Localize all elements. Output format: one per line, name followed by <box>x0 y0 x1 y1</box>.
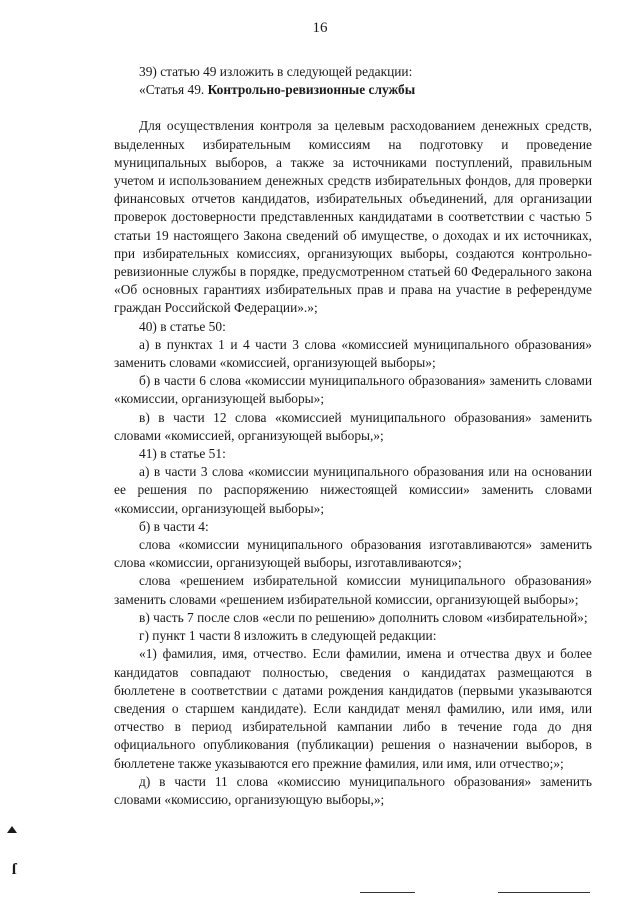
amendment-41-item-g-text: «1) фамилия, имя, отчество. Если фамилии, имена и отчества двух и более кандидатов совпадают полностью, сведения о кандидатах размещаются в бюллетене в соответствии с датами рождения кандидатов (первыми указываются сведения о старшем кандидате). Если кандидат менял фамилию, или имя, или отчество в период избирательной кампании либо в течение года до дня официального опубликования (публикации) решения о назначении выборов, в бюллетене также указываются его прежние фамилия, или имя, или отчество;»; <box>114 646 592 771</box>
article-49-title <box>114 81 592 99</box>
margin-triangle-mark <box>7 826 17 833</box>
amendment-41-item-b-sub2: слова «решением избирательной комиссии муниципального образования» заменить словами «решением избирательной комиссии, организующей выборы»; <box>114 573 592 607</box>
article-49-title-prefix: «Статья 49. <box>139 82 208 98</box>
page-number: 16 <box>312 20 328 36</box>
amendment-41-item-b-sub1: слова «комиссии муниципального образования изготавливаются» заменить слова «комиссии, организующей выборы, изготавливаются»; <box>114 537 592 571</box>
amendment-41-item-g: г) пункт 1 части 8 изложить в следующей редакции: <box>139 628 437 644</box>
amendment-40-item-v: в) в части 12 слова «комиссией муниципального образования» заменить словами «комиссией, организующей выборы,»; <box>114 409 592 443</box>
amendment-41-item-b: б) в части 4: <box>139 518 209 534</box>
amendment-41-item-v: в) часть 7 после слов «если по решению» дополнить словом «избирательной»; <box>139 609 588 625</box>
amendment-39-heading: 39) статью 49 изложить в следующей редакции: <box>139 64 413 79</box>
amendment-40-heading: 40) в статье 50: <box>139 318 226 334</box>
amendment-40-item-b: б) в части 6 слова «комиссии муниципального образования» заменить словами «комиссии, организующей выборы»; <box>114 373 592 407</box>
amendment-41-item-a: а) в части 3 слова «комиссии муниципального образования или на основании ее решения по распоряжению нижестоящей комиссии» заменить словами «комиссии, организующей выборы»; <box>114 464 592 516</box>
article-49-title-bold: Контрольно-ревизионные службы <box>207 82 416 98</box>
footer-rule-right <box>498 892 590 893</box>
footer-rule-left <box>360 892 415 893</box>
margin-scan-mark: ſ <box>12 861 17 878</box>
amendment-41-heading: 41) в статье 51: <box>139 446 226 462</box>
article-49-paragraph: Для осуществления контроля за целевым расходованием денежных средств, выделенных избирательным комиссиям на подготовку и проведение муниципальных выборов, а также за источниками поступлений, правильным учетом и использованием денежных средств избирательных фондов, для проверки финансовых отчетов кандидатов, избирательных объединений, для организации проверок достоверности представленных кандидатами в соответствии с частью 5 статьи 19 настоящего Закона сведений об имуществе, о доходах и их источниках, при избирательных комиссиях, организующих выборы, создаются контрольно-ревизионные службы в порядке, предусмотренном статьей 60 Федерального закона «Об основных гарантиях избирательных прав и права на участие в референдуме граждан Российской Федерации».»; <box>114 118 592 316</box>
document-body <box>114 63 592 809</box>
amendment-41-item-d: д) в части 11 слова «комиссию муниципального образования» заменить словами «комиссию, организующую выборы,»; <box>114 773 592 807</box>
amendment-40-item-a: а) в пунктах 1 и 4 части 3 слова «комиссией муниципального образования» заменить словами «комиссией, организующей выборы»; <box>114 336 592 371</box>
